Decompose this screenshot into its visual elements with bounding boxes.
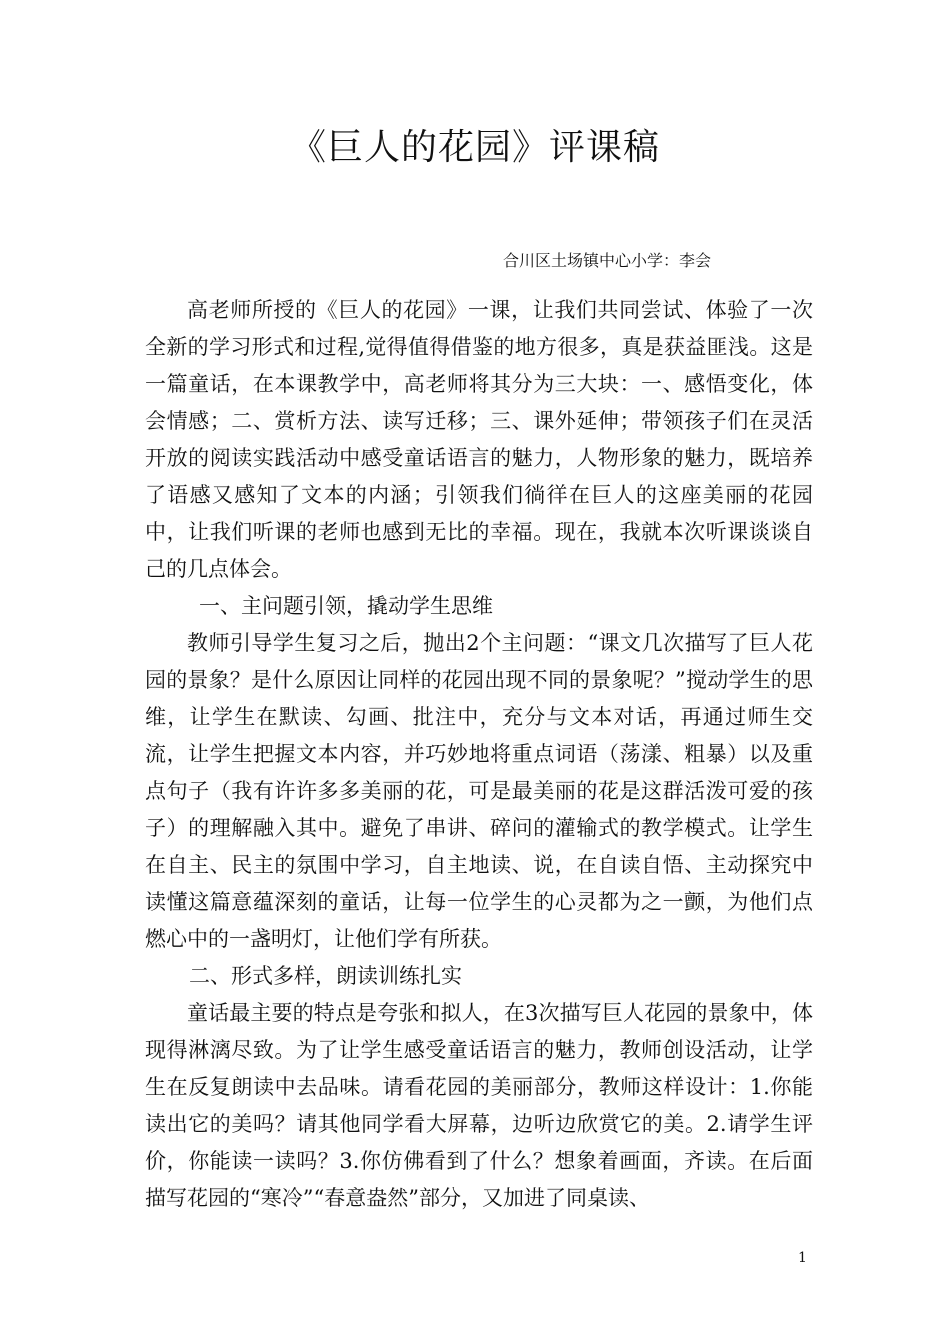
document-body	[145, 292, 813, 1217]
page-number: 1	[798, 1250, 807, 1266]
document-title: 《巨人的花园》评课稿	[289, 127, 660, 168]
intro-paragraph: 高老师所授的《巨人的花园》一课，让我们共同尝试、体验了一次全新的学习形式和过程,觉得值得借鉴的地方很多，真是获益匪浅。这是一篇童话，在本课教学中，高老师将其分为三大块：一、感悟变化，体会情感；二、赏析方法、读写迁移；三、课外延伸；带领孩子们在灵活开放的阅读实践活动中感受童话语言的魅力，人物形象的魅力，既培养了语感又感知了文本的内涵；引领我们徜徉在巨人的这座美丽的花园中，让我们听课的老师也感到无比的幸福。现在，我就本次听课谈谈自己的几点体会。	[145, 298, 813, 581]
section-1-paragraph: 教师引导学生复习之后，抛出2个主问题：“课文几次描写了巨人花园的景象？是什么原因让同样的花园出现不同的景象呢？”搅动学生的思维，让学生在默读、勾画、批注中，充分与文本对话，再通过师生交流，让学生把握文本内容，并巧妙地将重点词语（荡漾、粗暴）以及重点句子（我有许许多多美丽的花，可是最美丽的花是这群活泼可爱的孩子）的理解融入其中。避免了串讲、碎问的灌输式的教学模式。让学生在自主、民主的氛围中学习，自主地读、说，在自读自悟、主动探究中读懂这篇意蕴深刻的童话，让每一位学生的心灵都为之一颤，为他们点燃心中的一盏明灯，让他们学有所获。	[145, 631, 813, 951]
section-heading-2: 二、形式多样，朗读训练扎实	[189, 964, 462, 988]
section-heading-1: 一、主问题引领，撬动学生思维	[199, 594, 493, 618]
section-2-paragraph: 童话最主要的特点是夸张和拟人，在3次描写巨人花园的景象中，体现得淋漓尽致。为了让学生感受童话语言的魅力，教师创设活动，让学生在反复朗读中去品味。请看花园的美丽部分，教师这样设计：1.你能读出它的美吗？请其他同学看大屏幕，边听边欣赏它的美。2.请学生评价，你能读一读吗？3.你仿佛看到了什么？想象着画面，齐读。在后面描写花园的“寒冷”“春意盎然”部分，又加进了同桌读、	[145, 1001, 813, 1210]
author-line: 合川区土场镇中心小学：李会	[503, 251, 712, 270]
